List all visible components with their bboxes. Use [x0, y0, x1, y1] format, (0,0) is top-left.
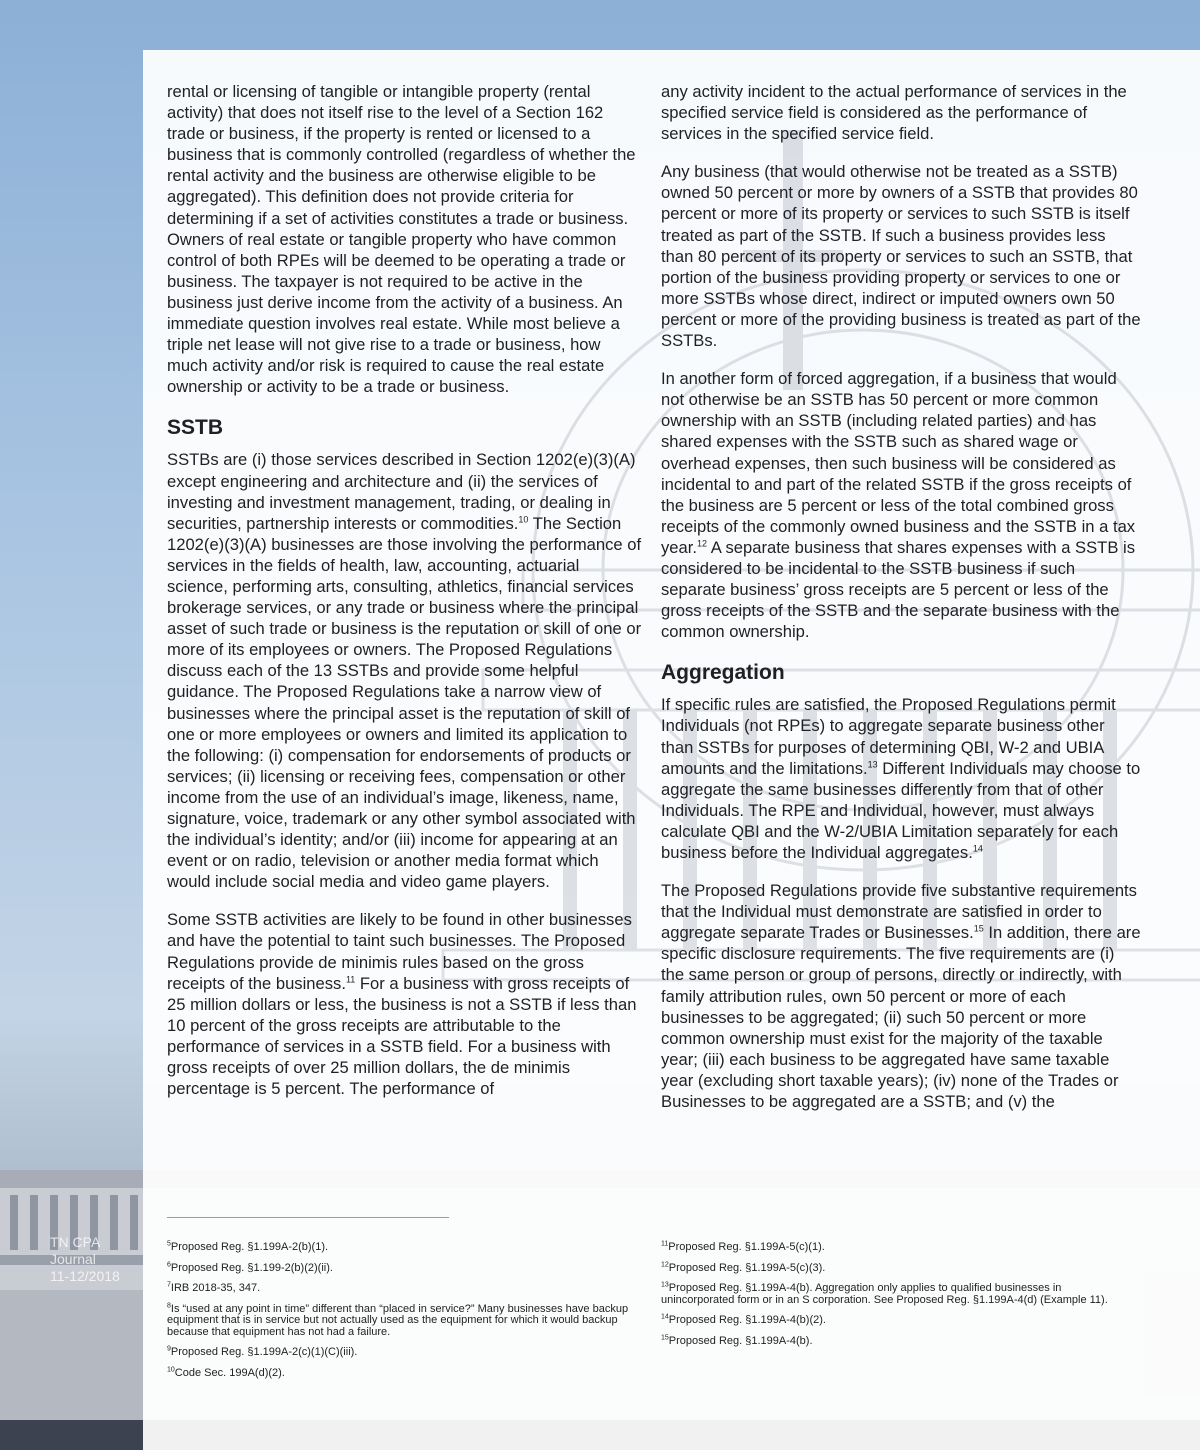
footnote: $^9$Proposed Reg. §1.199A-2(c)(1)(C)(iii). — [167, 1345, 358, 1358]
footnotes-right — [661, 1242, 1121, 1356]
footnote: $^5$Proposed Reg. §1.199A-2(b)(1). — [167, 1240, 329, 1253]
footnote: $^{11}$Proposed Reg. §1.199A-5(c)(1). — [661, 1240, 825, 1253]
footnote-ref: 13 — [867, 759, 878, 770]
footnote: $^{15}$Proposed Reg. §1.199A-4(b). — [661, 1333, 813, 1347]
paragraph: Some SSTB activities are likely to be found in other businesses and have the potential to taint such businesses. The Proposed Regulations provide de minimis rules based on the gross receipts of the business.$^{11}$ For a business with gross receipts of 25 million dollars or less, the business is not a SSTB if less than 10 percent of the gross receipts are attributable to the performance of services in a SSTB field. For a business with gross receipts of over 25 million dollars, the de minimis percentage is 5 percent. The performance of — [167, 910, 637, 1099]
footnote-ref: 10 — [518, 514, 529, 525]
footnote-divider — [167, 1217, 449, 1218]
footnote-ref: 14 — [972, 843, 983, 854]
paragraph: rental or licensing of tangible or intangible property (rental activity) that does not itself rise to the level of a Section 162 trade or business, if the property is rented or licensed to a business that is commonly controlled (regardless of whether the rental activity and the business are otherwise eligible to be aggregated). This definition does not provide criteria for determining if a set of activities constitutes a trade or business. Owners of real estate or tangible property who have common control of both RPEs will be deemed to be operating a trade or business. The taxpayer is not required to be active in the business just derive income from the activity of a business. An immediate question involves real estate. While most believe a triple net lease will not give rise to a trade or business, how much activity and/or risk is required to cause the real estate ownership or activity to be a trade or business. — [167, 82, 636, 397]
footnote: $^8$Is “used at any point in time” different than “placed in service?” Many businesses have backup equipment that is in service but not actually used as the equipment for which it would backup because that equipment has not had a failure. — [167, 1301, 629, 1338]
footnote: $^{12}$Proposed Reg. §1.199A-5(c)(3). — [661, 1260, 826, 1274]
footnote: $^7$IRB 2018-35, 347. — [167, 1281, 261, 1294]
journal-name: TN CPA — [50, 1234, 101, 1250]
footnote: $^{13}$Proposed Reg. §1.199A-4(b). Aggregation only applies to qualified businesses in unincorporated form or in an S corporation. See Proposed Reg. §1.199A-4(d) (Example 11). — [661, 1281, 1108, 1306]
paragraph: The Proposed Regulations provide five substantive requirements that the Individual must demonstrate are satisfied in order to aggregate separate Trades or Businesses.$^{15}$ In addition, there are specific disclosure requirements. The five requirements are (i) the same person or group of persons, directly or indirectly, with family attribution rules, own 50 percent or more of each businesses to be aggregated; (ii) such 50 percent or more common ownership must exist for the majority of the taxable year; (iii) each business to be aggregated have same taxable year (excluding short taxable years); (iv) none of the Trades or Businesses to be aggregated are a SSTB; and (v) the — [661, 881, 1141, 1112]
journal-watermark — [50, 1234, 120, 1285]
paragraph: any activity incident to the actual performance of services in the specified service field is considered as the performance of services in the specified service field. — [661, 82, 1127, 144]
journal-label: Journal — [50, 1251, 96, 1267]
paragraph: SSTBs are (i) those services described in Section 1202(e)(3)(A) except engineering and architecture and (ii) the services of investing and investment management, trading, or dealing in securities, partnership interests or commodities.$^{10}$ The Section 1202(e)(3)(A) businesses are those involving the performance of services in the fields of health, law, accounting, actuarial science, performing arts, consulting, athletics, financial services brokerage services, or any trade or business where the principal asset of such trade or business is the reputation or skill of one or more of its employees or owners. The Proposed Regulations discuss each of the 13 SSTBs and provide some helpful guidance. The Proposed Regulations take a narrow view of businesses where the principal asset is the reputation of skill of one or more employees or owners and limited its application to the following: (i) compensation for endorsements of products or services; (ii) licensing or receiving fees, compensation or other income from the use of an individual’s image, likeness, name, signature, voice, trademark or any other symbol associated with the individual’s identity; and/or (iii) income for appearing at an event or on radio, television or another media format which would include social media and video game players. — [167, 450, 642, 892]
right-column — [661, 81, 1141, 1129]
footnote-ref: 11 — [345, 974, 356, 985]
paragraph: Any business (that would otherwise not be treated as a SSTB) owned 50 percent or more by owners of a SSTB that provides 80 percent or more of its property or services to such SSTB is itself treated as part of the SSTB. If such a business provides less than 80 percent of its property or services to such an SSTB, that portion of the business providing property or services to one or more SSTBs whose direct, indirect or imputed owners own 50 percent or more of the providing business is treated as part of the SSTBs. — [661, 162, 1141, 351]
footnote-ref: 15 — [973, 923, 984, 934]
section-heading-aggregation: Aggregation — [661, 661, 785, 685]
footnote: $^{10}$Code Sec. 199A(d)(2). — [167, 1365, 285, 1379]
paragraph: If specific rules are satisfied, the Proposed Regulations permit Individuals (not RPEs) to aggregate separate business other than SSTBs for purposes of determining QBI, W-2 and UBIA amounts and the limitations.$^{13}$ Different Individuals may choose to aggregate the same businesses differently from that of other Individuals. The RPE and Individual, however, must always calculate QBI and the W-2/UBIA Limitation separately for each business before the Individual aggregates.$^{14}$ — [661, 695, 1141, 862]
section-heading-sstb: SSTB — [167, 416, 224, 440]
journal-issue: 11-12/2018 — [50, 1268, 120, 1284]
footnotes-left — [167, 1242, 637, 1388]
footnote: $^{14}$Proposed Reg. §1.199A-4(b)(2). — [661, 1313, 826, 1326]
footnote: $^6$Proposed Reg. §1.199-2(b)(2)(ii). — [167, 1260, 333, 1274]
paragraph: In another form of forced aggregation, if a business that would not otherwise be an SSTB has 50 percent or more common ownership with an SSTB (including related parties) and has shared expenses with the SSTB such as shared wage or overhead expenses, then such business will be considered as incidental to and part of the related SSTB if the gross receipts of the business are 5 percent or less of the total combined gross receipts of the commonly owned business and the SSTB in a tax year.$^{12}$ A separate business that shares expenses with a SSTB is considered to be incidental to the SSTB business if such separate business’ gross receipts are 5 percent or less of the gross receipts of the SSTB and the separate business with the common ownership. — [661, 369, 1136, 642]
left-column — [167, 81, 642, 1116]
footnote-ref: 12 — [696, 538, 707, 549]
